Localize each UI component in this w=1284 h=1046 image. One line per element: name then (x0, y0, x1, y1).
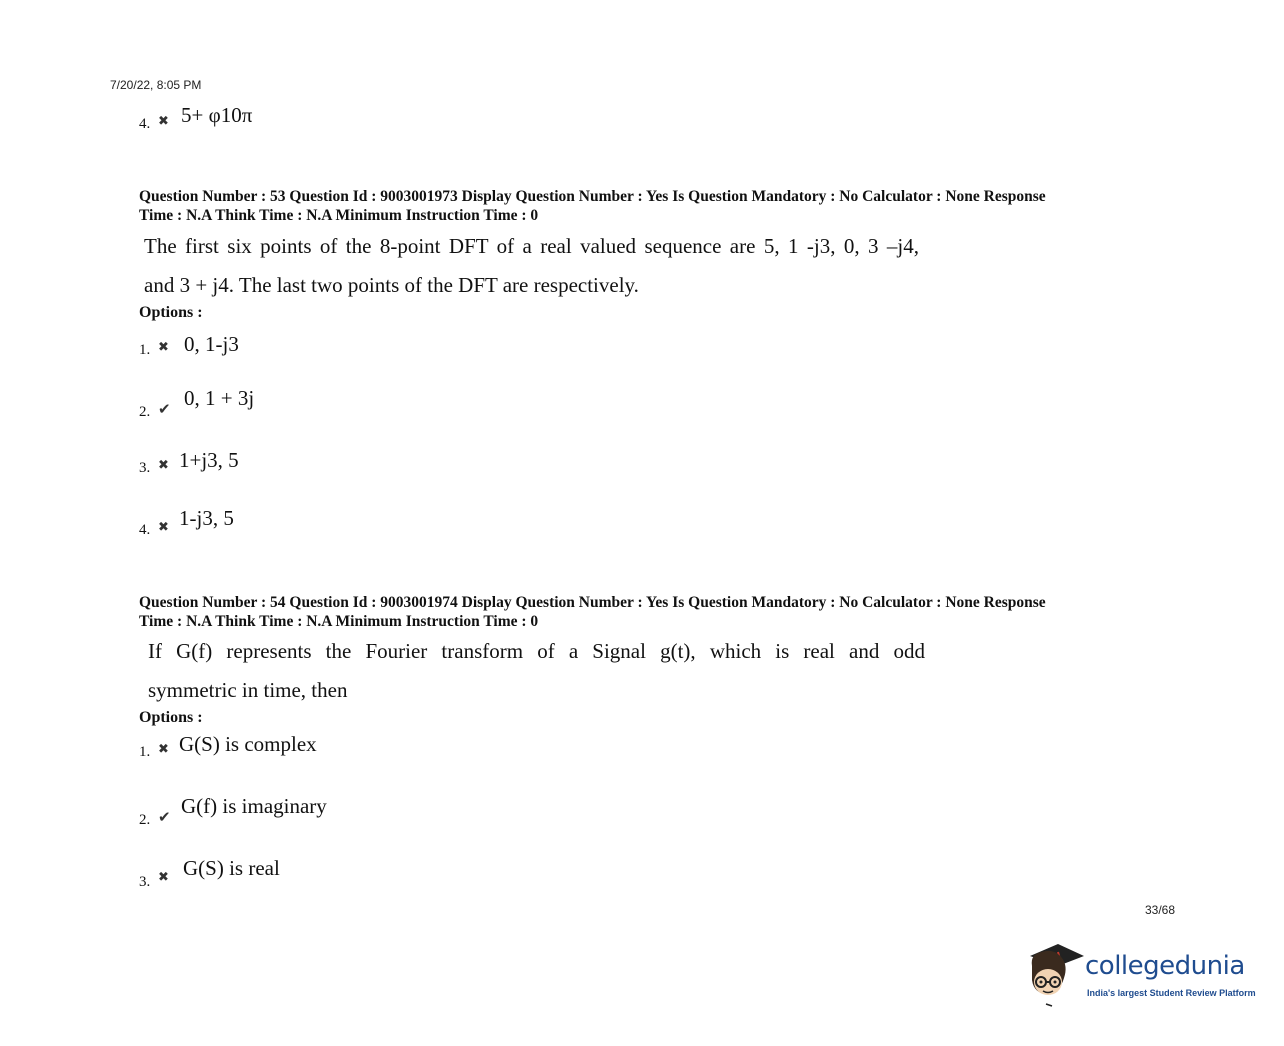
option-value: G(S) is complex (179, 732, 317, 756)
check-icon: ✔ (158, 400, 171, 418)
q54-options-label: Options : (139, 709, 203, 726)
option-number: 1. (139, 342, 151, 358)
q53-meta (139, 187, 1149, 225)
option-number: 2. (139, 404, 151, 420)
q53-text-line1: The first six points of the 8-point DFT of a real valued sequence are 5, 1 -j3, 0, 3 –j4, (144, 234, 919, 258)
brand-tagline: India's largest Student Review Platform (1087, 988, 1256, 998)
collegedunia-mascot-icon (1024, 940, 1086, 1008)
option-value: 1-j3, 5 (179, 506, 234, 530)
cross-icon: ✖ (158, 520, 169, 535)
q53-text-line2: and 3 + j4. The last two points of the DFT are respectively. (144, 273, 639, 297)
cross-icon: ✖ (158, 742, 169, 757)
cross-icon: ✖ (158, 870, 169, 885)
option-value: 0, 1-j3 (184, 332, 239, 356)
option-number: 1. (139, 744, 151, 760)
q54-text (148, 638, 925, 664)
check-icon: ✔ (158, 808, 171, 826)
q53-meta-line2: Time : N.A Think Time : N.A Minimum Instruction Time : 0 (139, 207, 539, 224)
cross-icon: ✖ (158, 458, 169, 473)
option-value: 0, 1 + 3j (184, 386, 255, 410)
q54-text-line1: If G(f) represents the Fourier transform of a Signal g(t), which is real and odd (148, 639, 925, 663)
q54-text-line2: symmetric in time, then (148, 678, 348, 702)
option-number: 4. (139, 522, 151, 538)
q54-meta-line2: Time : N.A Think Time : N.A Minimum Instruction Time : 0 (139, 613, 539, 630)
q54-meta (139, 593, 1149, 631)
q54-meta-line1: Question Number : 54 Question Id : 9003001974 Display Question Number : Yes Is Question Mandatory : No Calculator : None Response (139, 594, 1046, 611)
cross-icon: ✖ (158, 114, 169, 129)
option-number: 2. (139, 812, 151, 828)
option-value: 5+ φ10π (181, 103, 253, 127)
option-number: 3. (139, 874, 151, 890)
page-number: 33/68 (1145, 903, 1176, 917)
q53-options-label: Options : (139, 304, 203, 321)
q53-meta-line1: Question Number : 53 Question Id : 9003001973 Display Question Number : Yes Is Question Mandatory : No Calculator : None Response (139, 188, 1046, 205)
option-value: G(f) is imaginary (181, 794, 327, 818)
brand-name: collegedunia (1085, 951, 1245, 981)
option-number: 3. (139, 460, 151, 476)
option-number: 4. (139, 116, 151, 132)
q53-text (144, 233, 919, 259)
option-value: G(S) is real (183, 856, 280, 880)
option-value: 1+j3, 5 (179, 448, 239, 472)
cross-icon: ✖ (158, 340, 169, 355)
print-datetime: 7/20/22, 8:05 PM (110, 78, 202, 92)
